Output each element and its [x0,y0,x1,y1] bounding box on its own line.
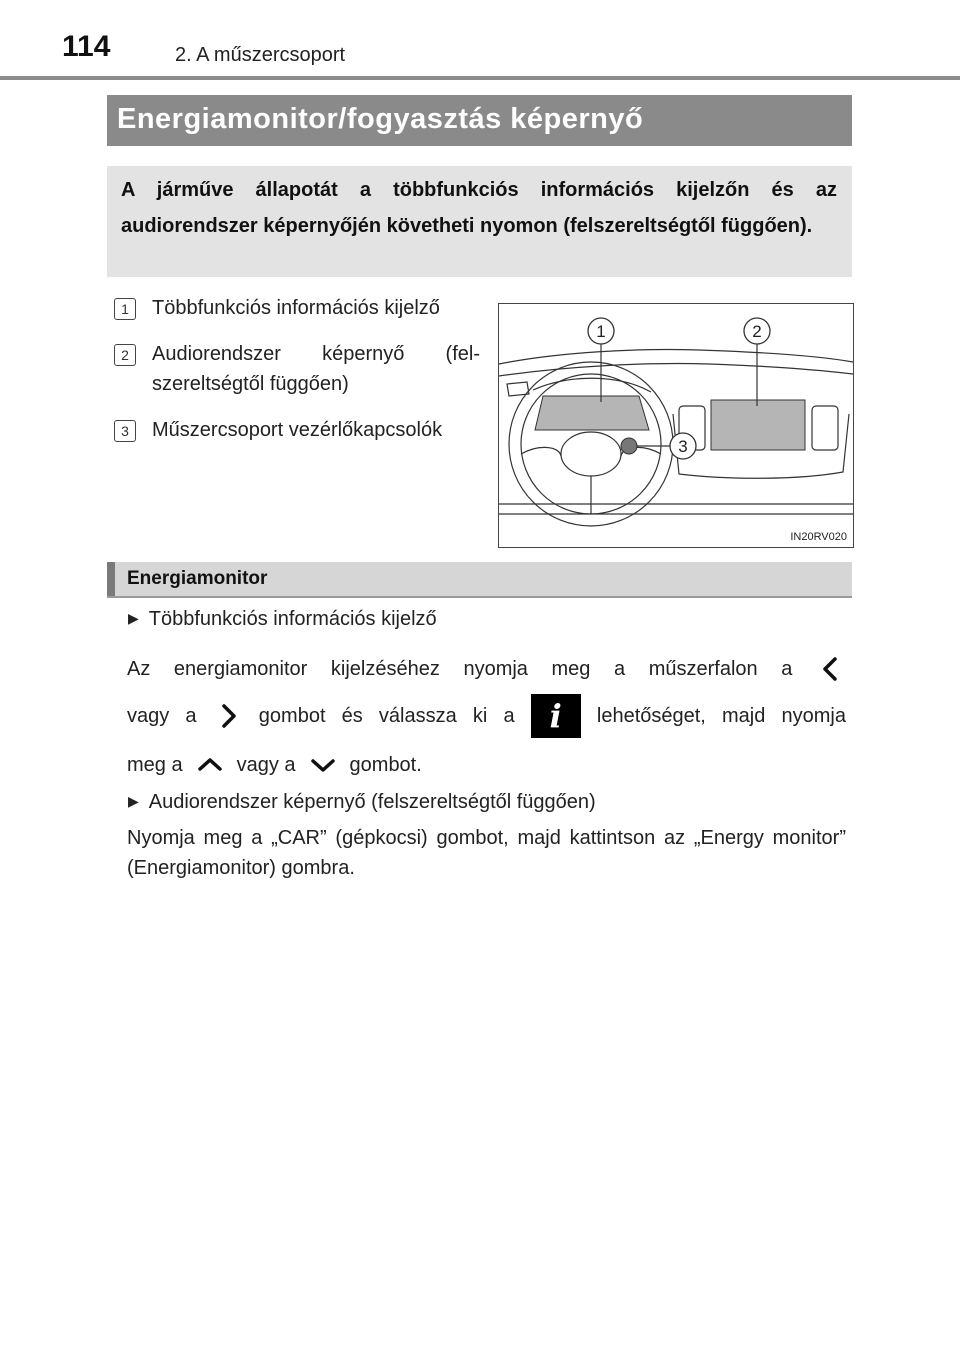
info-icon: i [531,694,581,738]
word: vagy [127,704,170,727]
intro-text: A járműve állapotát a többfunkciós információs kijelzőn és az audiorendszer képernyőjén követheti nyomon (felszereltségtől függően). [121,179,837,237]
word: a [614,657,626,680]
dashboard-drawing [499,304,853,547]
word: meg [551,657,591,680]
subsection-title: Energiamonitor [127,568,268,589]
chapter-title: 2. A műszercsoport [175,44,346,66]
word: nyomja [463,657,528,680]
word: a [503,704,515,727]
callout-1: 1 [596,322,606,341]
instruction-line-3 [127,750,846,780]
chevron-right-icon [213,701,243,731]
word: a [185,704,197,727]
legend-item [114,293,480,323]
figure-legend [114,293,480,461]
chevron-left-icon [816,654,846,684]
word: válassza [378,704,457,727]
word: meg a [127,753,183,776]
subsection-bar [107,562,852,598]
callout-number-badge: 3 [114,420,136,442]
page-number: 114 [62,30,111,63]
word: energiamonitor [173,657,308,680]
callout-3: 3 [678,437,688,456]
instruction-line-2 [127,694,846,738]
figure-code: IN20RV020 [790,531,847,543]
legend-text: Audiorendszer képernyő (fel-szereltségtől függően) [152,343,480,395]
dashboard-illustration [498,303,854,548]
word: ki [472,704,488,727]
word: a [781,657,793,680]
chevron-up-icon [195,750,225,780]
meter-control-switch [621,438,637,454]
callout-2: 2 [752,322,762,341]
word: és [341,704,363,727]
word: nyomja [781,704,846,727]
word: kijelzéséhez [330,657,440,680]
bullet-triangle-icon: ▶ [128,793,139,809]
audio-screen [711,400,805,450]
section-title-bar [107,95,852,146]
chevron-down-icon [308,750,338,780]
legend-text: Műszercsoport vezérlőkapcsolók [152,419,443,441]
multi-information-display [535,396,649,430]
word: műszerfalon [648,657,758,680]
legend-text: Többfunkciós információs kijelző [152,297,440,319]
bullet-triangle-icon: ▶ [128,610,139,626]
word: gombot [258,704,326,727]
subheading-audio [128,791,596,814]
word: lehetőséget, [596,704,706,727]
subheading-mfd [128,608,437,631]
callout-number-badge: 1 [114,298,136,320]
intro-box [107,166,852,277]
subheading-text: Többfunkciós információs kijelző [148,608,437,630]
legend-item [114,415,480,445]
word: gombot. [349,753,422,776]
word: vagy a [236,753,296,776]
callout-number-badge: 2 [114,344,136,366]
subheading-text: Audiorendszer képernyő (felszereltségtől függően) [148,791,596,813]
instruction-line-1 [127,654,846,684]
page-header [0,0,960,80]
word: majd [722,704,766,727]
legend-item [114,339,480,399]
section-title: Energiamonitor/fogyasztás képernyő [117,103,644,135]
header-divider [0,76,960,80]
audio-instruction: Nyomja meg a „CAR” (gépkocsi) gombot, majd kattintson az „Energy monitor” (Energiamonitor) gombra. [127,827,846,879]
word: Az [127,657,151,680]
